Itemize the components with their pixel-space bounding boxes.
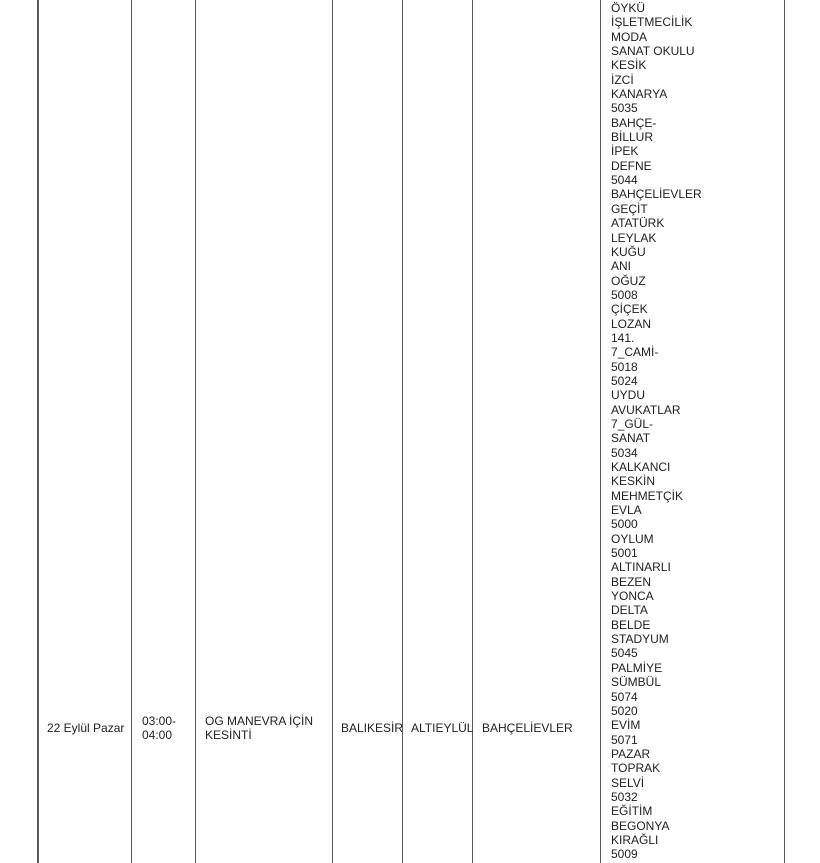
street-item: AVUKATLAR (611, 402, 681, 417)
street-item: EVLA (611, 503, 642, 518)
street-item: KIRAĞLI (611, 832, 659, 847)
street-item: EĞİTİM (611, 804, 653, 819)
time-cell (142, 714, 176, 743)
street-item: 141. (611, 330, 635, 345)
province-text: BALIKESİR (341, 721, 404, 735)
street-item: 5044 (611, 173, 638, 188)
street-item: TOPRAK (611, 761, 661, 776)
street-item: 5001 (611, 546, 638, 561)
street-item: KESKİN (611, 474, 656, 489)
street-item: 5035 (611, 101, 638, 116)
street-item: DEFNE (611, 158, 652, 173)
neighborhood-text: BAHÇELİEVLER (482, 721, 573, 735)
street-item: BİLLUR (611, 130, 654, 145)
street-item: UYDU (611, 388, 646, 403)
street-item: 5018 (611, 359, 638, 374)
street-item: OĞUZ (611, 273, 646, 288)
street-item: EVİM (611, 718, 641, 733)
time-end: 04:00 (142, 728, 173, 743)
table-border-left (37, 0, 39, 863)
street-item: 5024 (611, 373, 638, 388)
street-item: İZCİ (611, 72, 634, 87)
street-item: KALKANCI (611, 460, 671, 474)
street-item: BELDE (611, 617, 651, 632)
column-divider-1 (131, 0, 132, 863)
street-item: KESİK (611, 58, 647, 73)
street-item: BAHÇELİEVLER (611, 187, 702, 202)
date-cell (47, 721, 124, 735)
street-item: 5000 (611, 517, 638, 532)
street-item: PALMİYE (611, 660, 663, 675)
street-item: YONCA (611, 589, 654, 604)
street-item: 5071 (611, 732, 638, 747)
street-item: KUĞU (611, 244, 646, 259)
street-item: SANAT (611, 431, 651, 446)
neighborhood-cell (482, 721, 573, 735)
streets-list (611, 1, 781, 862)
table-border-right (784, 0, 785, 863)
street-item: ÖYKÜ (611, 1, 646, 15)
street-item: 5008 (611, 287, 638, 302)
street-item: BAHÇE- (611, 115, 657, 130)
street-item: 5045 (611, 646, 638, 661)
street-item: 7_CAMİ- (611, 345, 659, 360)
street-item: İPEK (611, 144, 639, 159)
time-start: 03:00- (142, 714, 177, 728)
district-text: ALTIEYLÜL (411, 721, 474, 735)
street-item: PAZAR (611, 746, 651, 761)
street-item: DELTA (611, 603, 648, 618)
date-text: 22 Eylül Pazar (47, 721, 125, 735)
street-item: SANAT OKULU (611, 44, 695, 59)
street-item: BEZEN (611, 574, 652, 589)
street-item: KANARYA (611, 87, 668, 102)
street-item: MODA (611, 29, 647, 44)
street-item: 5034 (611, 445, 638, 460)
street-item: ÇİÇEK (611, 302, 648, 317)
column-divider-6 (600, 0, 601, 863)
street-item: LOZAN (611, 316, 652, 331)
reason-cell (205, 714, 313, 743)
street-item: SÜMBÜL (611, 675, 662, 690)
street-item: BEGONYA (611, 818, 670, 833)
street-item: 5032 (611, 789, 638, 804)
street-item: 5020 (611, 703, 638, 718)
district-cell (411, 721, 473, 735)
street-item: ALTINARLI (611, 560, 671, 575)
street-item: 7_GÜL- (611, 416, 654, 431)
street-item: OYLUM (611, 531, 654, 546)
street-item: STADYUM (611, 632, 669, 647)
street-item: İŞLETMECİLİK (611, 15, 693, 30)
street-item: ANI (611, 259, 632, 274)
column-divider-3 (332, 0, 333, 863)
street-item: SELVİ (611, 775, 645, 790)
street-item: ATATÜRK (611, 216, 665, 231)
reason-line-2: KESİNTİ (205, 728, 252, 743)
street-item: GEÇİT (611, 201, 648, 216)
street-item: MEHMETÇİK (611, 488, 683, 503)
street-item: 5074 (611, 689, 638, 704)
reason-line-1: OG MANEVRA İÇİN (205, 714, 314, 728)
street-item: 5009 (611, 847, 638, 862)
column-divider-2 (195, 0, 196, 863)
province-cell (341, 721, 403, 735)
street-item: LEYLAK (611, 230, 657, 245)
